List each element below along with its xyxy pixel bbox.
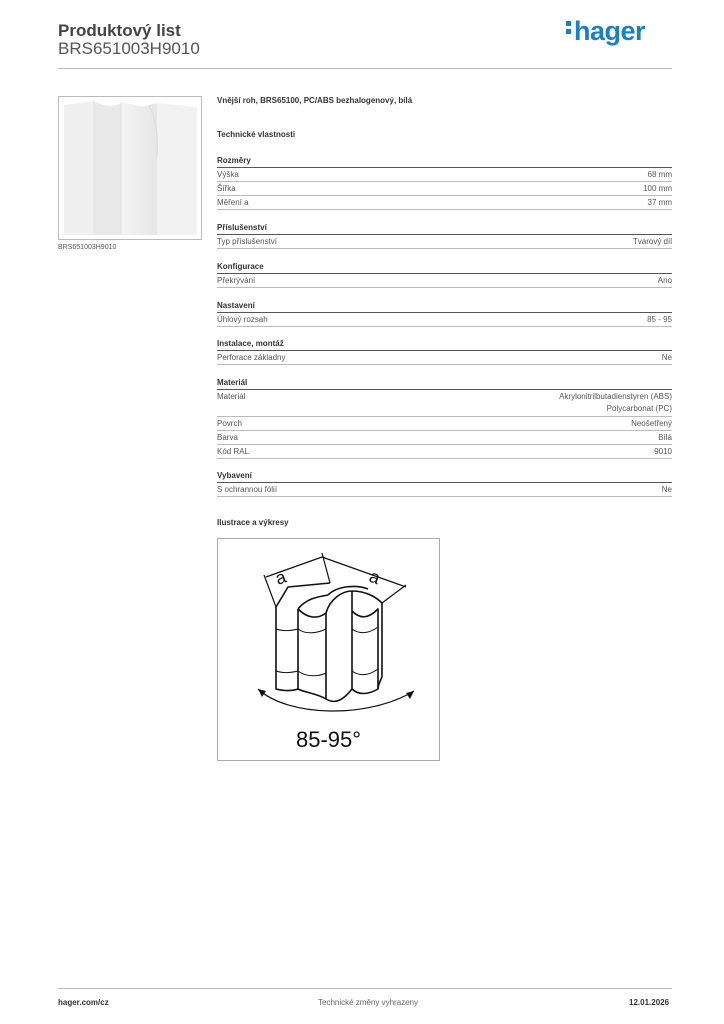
property-row: Měření a 37 mm <box>217 196 672 210</box>
footer-divider <box>58 988 672 989</box>
dimension-label-a: a <box>366 565 383 589</box>
footer-date: 12.01.2026 <box>629 998 670 1007</box>
group-title: Rozměry <box>217 156 672 168</box>
group-title: Konfigurace <box>217 262 672 274</box>
property-row: Úhlový rozsah 85 - 95 <box>217 313 672 327</box>
property-group-accessories <box>217 223 672 249</box>
property-group-equipment <box>217 471 672 497</box>
product-description: Vnější roh, BRS65100, PC/ABS bezhalogenový, bílá <box>217 96 413 105</box>
section-title: Technické vlastnosti <box>217 130 296 139</box>
page-title: Produktový list <box>58 21 181 40</box>
group-title: Nastavení <box>217 301 672 313</box>
property-group-settings <box>217 301 672 327</box>
footer-website-link[interactable]: hager.com/cz <box>58 998 109 1007</box>
property-row: Povrch Neošetřený <box>217 417 672 431</box>
footer-notice: Technické změny vyhrazeny <box>318 998 419 1007</box>
illustration-title: Ilustrace a výkresy <box>217 518 289 527</box>
product-image-caption: BRS651003H9010 <box>58 244 117 251</box>
technical-drawing <box>217 538 440 761</box>
product-code: BRS651003H9010 <box>58 39 200 58</box>
group-title: Příslušenství <box>217 223 672 235</box>
property-group-installation <box>217 339 672 365</box>
property-group-material <box>217 378 672 459</box>
property-group-dimensions <box>217 156 672 210</box>
product-image <box>58 96 202 240</box>
property-group-configuration <box>217 262 672 288</box>
group-title: Vybavení <box>217 471 672 483</box>
property-row: Šířka 100 mm <box>217 182 672 196</box>
group-title: Materiál <box>217 378 672 390</box>
property-row: Kód RAL 9010 <box>217 445 672 459</box>
property-row: Barva Bílá <box>217 431 672 445</box>
group-title: Instalace, montáž <box>217 339 672 351</box>
header-divider <box>58 68 672 69</box>
dimension-label-a: a <box>272 566 289 589</box>
property-row: Překrývání Ano <box>217 274 672 288</box>
property-row: Materiál Akrylonitrilbutadienstyren (ABS) Polycarbonat (PC) <box>217 390 672 417</box>
property-row: S ochrannou fólií Ne <box>217 483 672 497</box>
angle-label: 85-95° <box>296 727 362 752</box>
property-row: Typ příslušenství Tvarový díl <box>217 235 672 249</box>
property-row: Výška 68 mm <box>217 168 672 182</box>
property-row: Perforace základny Ne <box>217 351 672 365</box>
hager-logo: hager <box>566 16 645 47</box>
